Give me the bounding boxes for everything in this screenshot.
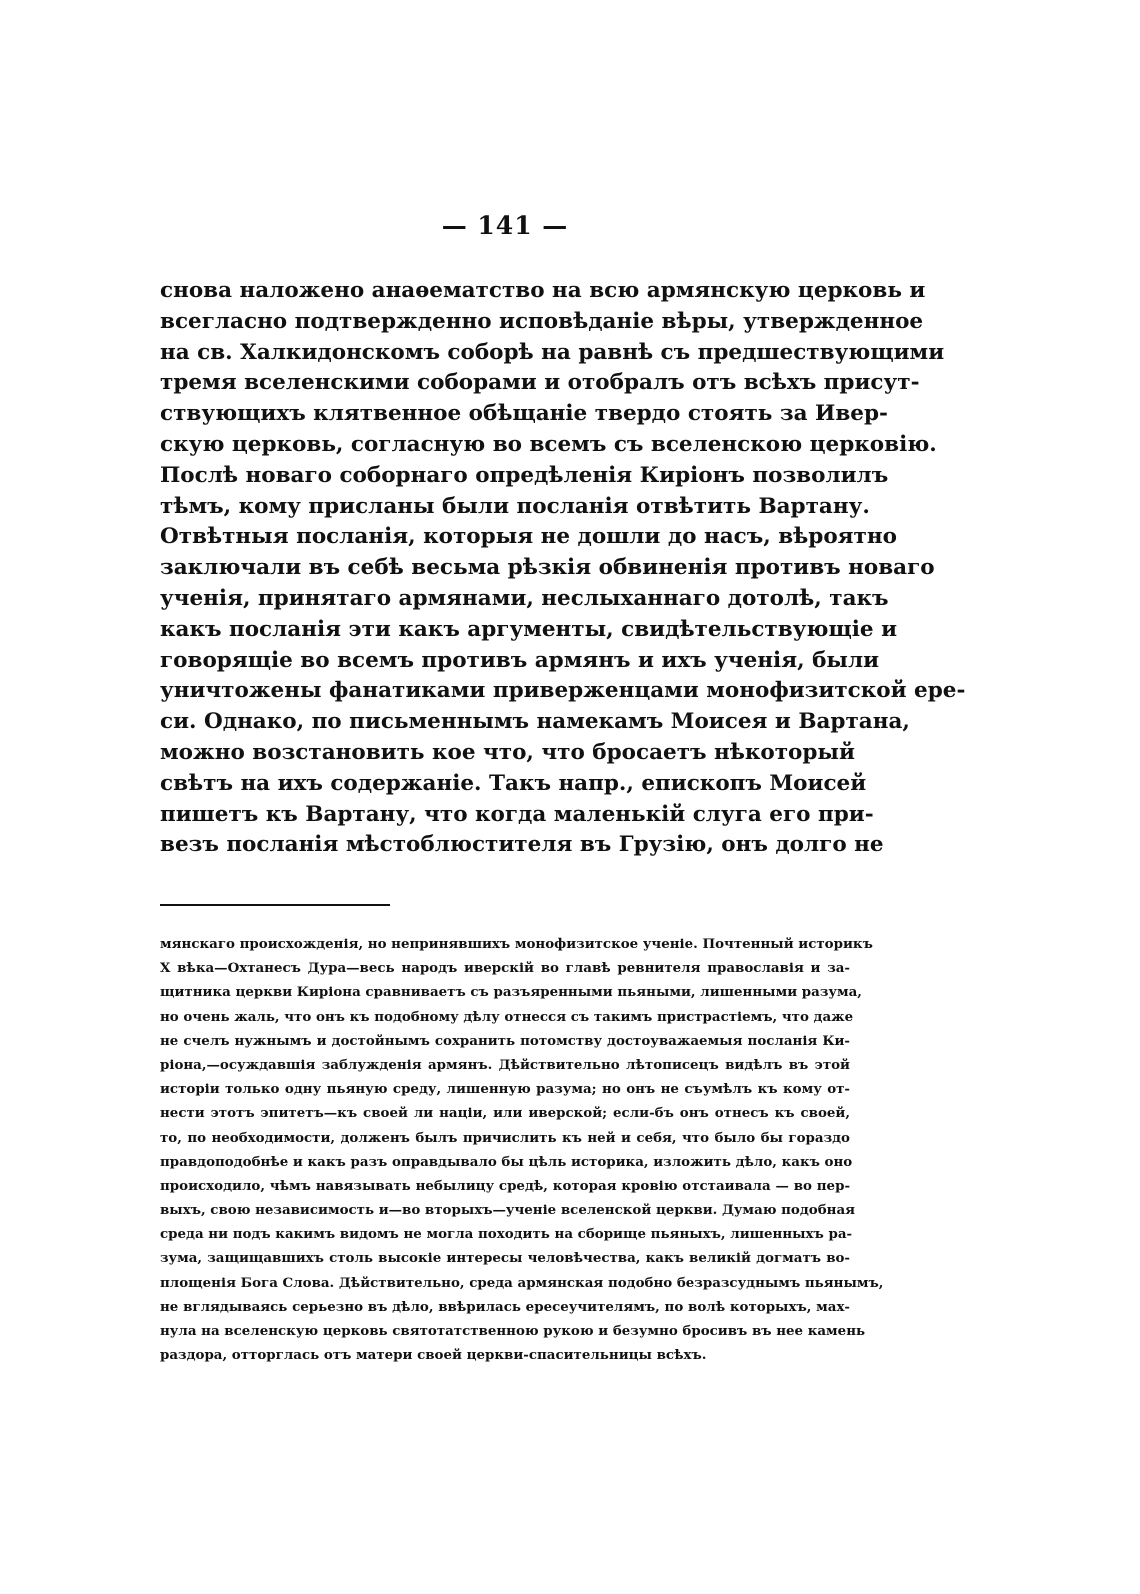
main-text-line: скую церковь, согласную во всемъ съ вселенскою церковію. xyxy=(160,431,937,457)
footnote-divider xyxy=(160,904,390,906)
main-text-line: тремя вселенскими соборами и отобралъ отъ всѣхъ присут- xyxy=(160,370,920,396)
main-text-line: уничтожены фанатиками приверженцами монофизитской ере- xyxy=(160,678,966,704)
footnote-line: мянскаго происхожденія, но непринявшихъ монофизитское ученіе. Почтенный историкъ xyxy=(160,936,873,952)
footnote-line: X вѣка—Охтанесъ Дура—весь народъ иверскій во главѣ ревнителя православія и за- xyxy=(160,960,850,977)
main-text-line: пишетъ къ Вартану, что когда маленькій слуга его при- xyxy=(160,801,874,827)
footnote-line: то, по необходимости, долженъ былъ причислить къ ней и себя, что было бы гораздо xyxy=(160,1129,850,1146)
footnote-line: площенія Бога Слова. Дѣйствительно, среда армянская подобно безразсуднымъ пьянымъ, xyxy=(160,1274,884,1291)
main-text-line: снова наложено анаѳематство на всю армянскую церковь и xyxy=(160,278,926,303)
main-text-line: на св. Халкидонскомъ соборѣ на равнѣ съ предшествующими xyxy=(160,339,945,365)
main-text-line: Послѣ новаго соборнаго опредѣленія Киріонъ позволилъ xyxy=(160,462,889,488)
footnote-line: не вглядываясь серьезно въ дѣло, ввѣрилась ересеучителямъ, по волѣ которыхъ, мах- xyxy=(160,1298,850,1315)
footnote-line: раздора, отторглась отъ матери своей церкви-спасительницы всѣхъ. xyxy=(160,1347,707,1364)
main-text-line: тѣмъ, кому присланы были посланія отвѣтить Вартану. xyxy=(160,493,870,519)
main-text-line: заключали въ себѣ весьма рѣзкія обвиненія противъ новаго xyxy=(160,555,935,581)
footnote xyxy=(160,932,884,1367)
footnote-line: правдоподобнѣе и какъ разъ оправдывало бы цѣль историка, изложить дѣло, какъ оно xyxy=(160,1153,853,1170)
footnote-line: происходило, чѣмъ навязывать небылицу средѣ, которая кровію отстаивала — во пер- xyxy=(160,1177,850,1194)
footnote-line: выхъ, свою независимость и—во вторыхъ—ученіе вселенской церкви. Думаю подобная xyxy=(160,1202,856,1219)
footnote-line: не счелъ нужнымъ и достойнымъ сохранить потомству достоуважаемыя посланія Ки- xyxy=(160,1032,850,1049)
main-text-line: говорящіе во всемъ противъ армянъ и ихъ ученія, были xyxy=(160,647,880,673)
page-number: — 141 — xyxy=(441,211,569,240)
footnote-line: щитника церкви Киріона сравниваетъ съ разъяренными пьяными, лишенными разума, xyxy=(160,984,862,1001)
main-text-line: Отвѣтныя посланія, которыя не дошли до насъ, вѣроятно xyxy=(160,524,897,550)
footnote-line: исторіи только одну пьяную среду, лишенную разума; но онъ не съумѣлъ къ кому от- xyxy=(160,1081,850,1098)
main-text-line: какъ посланія эти какъ аргументы, свидѣтельствующіе и xyxy=(160,616,898,642)
main-text-line: си. Однако, по письменнымъ намекамъ Моисея и Вартана, xyxy=(160,709,910,735)
footnote-line: среда ни подъ какимъ видомъ не могла походить на сборище пьяныхъ, лишенныхъ ра- xyxy=(160,1226,853,1243)
main-text-line: всегласно подтвержденно исповѣданіе вѣры, утвержденное xyxy=(160,308,924,334)
main-text-line: ученія, принятаго армянами, неслыханнаго дотолѣ, такъ xyxy=(160,585,889,611)
main-text-line: ствующихъ клятвенное обѣщаніе твердо стоять за Ивер- xyxy=(160,401,888,427)
footnote-line: но очень жаль, что онъ къ подобному дѣлу отнесся съ такимъ пристрастіемъ, что даже xyxy=(160,1008,854,1025)
main-text-line: можно возстановить кое что, что бросаетъ нѣкоторый xyxy=(160,739,855,765)
footnote-line: нула на вселенскую церковь святотатственною рукою и безумно бросивъ въ нее камень xyxy=(160,1323,866,1339)
footnote-line: ріона,—осуждавшія заблужденія армянъ. Дѣйствительно лѣтописецъ видѣлъ въ этой xyxy=(160,1056,850,1073)
footnote-line: зума, защищавшихъ столь высокіе интересы человѣчества, какъ великій догматъ во- xyxy=(160,1250,850,1267)
main-text-line: везъ посланія мѣстоблюстителя въ Грузію, онъ долго не xyxy=(160,832,884,858)
footnote-line: нести этотъ эпитетъ—къ своей ли націи, или иверской; если-бъ онъ отнесъ къ своей, xyxy=(160,1105,850,1122)
main-text-line: свѣтъ на ихъ содержаніе. Такъ напр., епископъ Моисей xyxy=(160,770,867,796)
main-text xyxy=(160,276,966,861)
